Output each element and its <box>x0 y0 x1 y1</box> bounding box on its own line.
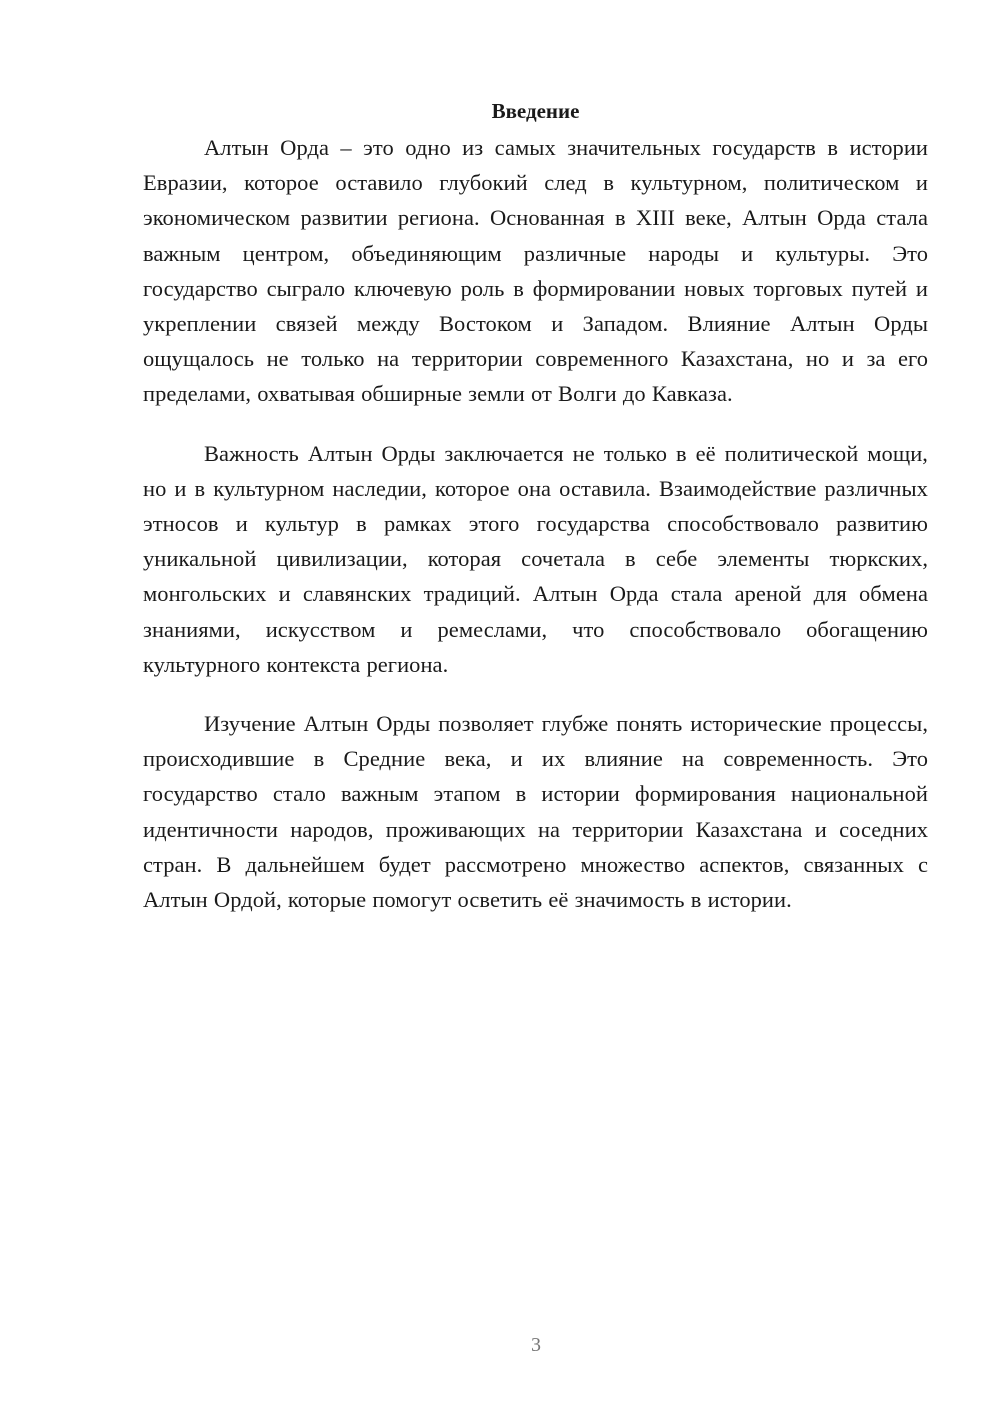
paragraph-1: Алтын Орда – это одно из самых значительных государств в истории Евразии, которое оставило глубокий след в культурном, политическом и экономическом развитии региона. Основанная в XIII веке, Алтын Орда стала важным центром, объединяющим различные народы и культуры. Это государство сыграло ключевую роль в формировании новых торговых путей и укреплении связей между Востоком и Западом. Влияние Алтын Орды ощущалось не только на территории современного Казахстана, но и за его пределами, охватывая обширные земли от Волги до Кавказа. <box>143 135 928 407</box>
page-title: Введение <box>491 99 580 123</box>
page-number: 3 <box>531 1334 541 1356</box>
page-content <box>143 96 928 941</box>
paragraph-2: Важность Алтын Орды заключается не только в её политической мощи, но и в культурном наследии, которое она оставила. Взаимодействие различных этносов и культур в рамках этого государства способствовало развитию уникальной цивилизации, которая сочетала в себе элементы тюркских, монгольских и славянских традиций. Алтын Орда стала ареной для обмена знаниями, искусством и ремеслами, что способствовало обогащению культурного контекста региона. <box>143 440 928 677</box>
paragraph-3: Изучение Алтын Орды позволяет глубже понять исторические процессы, происходившие в Средние века, и их влияние на современность. Это государство стало важным этапом в истории формирования национальной идентичности народов, проживающих на территории Казахстана и соседних стран. В дальнейшем будет рассмотрено множество аспектов, связанных с Алтын Ордой, которые помогут осветить её значимость в истории. <box>143 711 928 913</box>
